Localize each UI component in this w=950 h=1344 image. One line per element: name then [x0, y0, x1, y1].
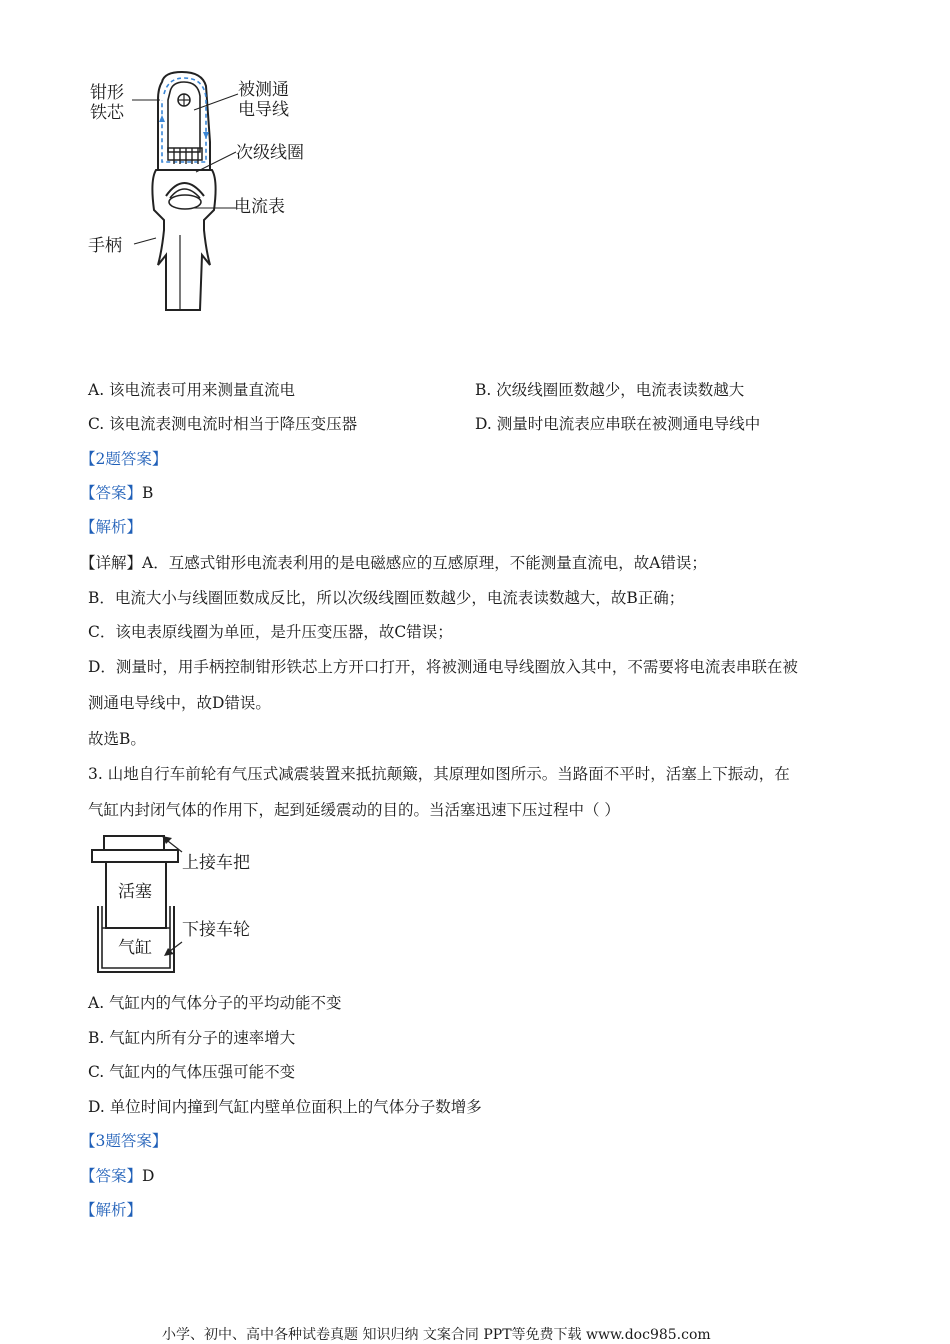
label-cylinder: 气缸 [118, 938, 152, 958]
q2-analysis-heading: 【解析】 [80, 518, 143, 536]
answer-label: 【答案】 [80, 484, 143, 502]
label-bottom-wheel: 下接车轮 [182, 920, 250, 940]
label-clamp-core: 钳形 铁芯 [90, 83, 124, 123]
shock-absorber-leaders [160, 830, 200, 960]
answer-label: 【答案】 [80, 1167, 143, 1185]
q2-answer-heading: 【2题答案】 [80, 450, 168, 468]
q2-option-a: A. 该电流表可用来测量直流电 [88, 381, 296, 399]
q3-answer-heading: 【3题答案】 [80, 1132, 168, 1150]
label-piston: 活塞 [118, 882, 152, 902]
label-tested-wire: 被测通 电导线 [238, 80, 289, 120]
q2-detail-d2: 测通电导线中，故D错误。 [88, 694, 271, 712]
q2-option-d: D. 测量时电流表应串联在被测通电导线中 [475, 415, 761, 433]
detail-label: 【详解】 [80, 554, 143, 572]
q2-detail-d1: D．测量时，用手柄控制钳形铁芯上方开口打开，将被测通电导线圈放入其中，不需要将电流表串联在被 [88, 658, 798, 676]
detail-text: A．互感式钳形电流表利用的是电磁感应的互感原理，不能测量直流电，故A错误； [142, 554, 707, 572]
page-footer: 小学、初中、高中各种试卷真题 知识归纳 文案合同 PPT等免费下载 www.doc985.com [162, 1327, 711, 1343]
label-top-handlebar: 上接车把 [182, 853, 250, 873]
q2-conclusion: 故选B。 [88, 730, 146, 748]
q3-analysis-heading: 【解析】 [80, 1201, 143, 1219]
label-ammeter: 电流表 [234, 197, 285, 217]
q3-answer-line [80, 1166, 154, 1186]
label-handle: 手柄 [88, 236, 122, 256]
label-secondary-coil: 次级线圈 [236, 143, 304, 163]
answer-value: B [142, 484, 154, 502]
q3-option-b: B. 气缸内所有分子的速率增大 [88, 1029, 296, 1047]
q3-stem-line2: 气缸内封闭气体的作用下，起到延缓震动的目的。当活塞迅速下压过程中（ ） [88, 801, 620, 819]
answer-value: D [142, 1167, 155, 1185]
q3-option-a: A. 气缸内的气体分子的平均动能不变 [88, 994, 342, 1012]
q2-detail-c: C．该电表原线圈为单匝，是升压变压器，故C错误； [88, 623, 453, 641]
clamp-meter-leaders [120, 80, 240, 260]
q2-option-c: C. 该电流表测电流时相当于降压变压器 [88, 415, 358, 433]
q3-option-d: D. 单位时间内撞到气缸内壁单位面积上的气体分子数增多 [88, 1098, 482, 1116]
q3-option-c: C. 气缸内的气体压强可能不变 [88, 1063, 296, 1081]
q2-option-b: B. 次级线圈匝数越少，电流表读数越大 [475, 381, 745, 399]
q2-detail-b: B．电流大小与线圈匝数成反比，所以次级线圈匝数越少，电流表读数越大，故B正确； [88, 589, 685, 607]
q2-answer-line [80, 483, 153, 503]
q2-detail-a [80, 553, 707, 573]
q3-stem-line1: 3. 山地自行车前轮有气压式减震装置来抵抗颠簸，其原理如图所示。当路面不平时，活塞上下振动，在 [88, 765, 790, 783]
